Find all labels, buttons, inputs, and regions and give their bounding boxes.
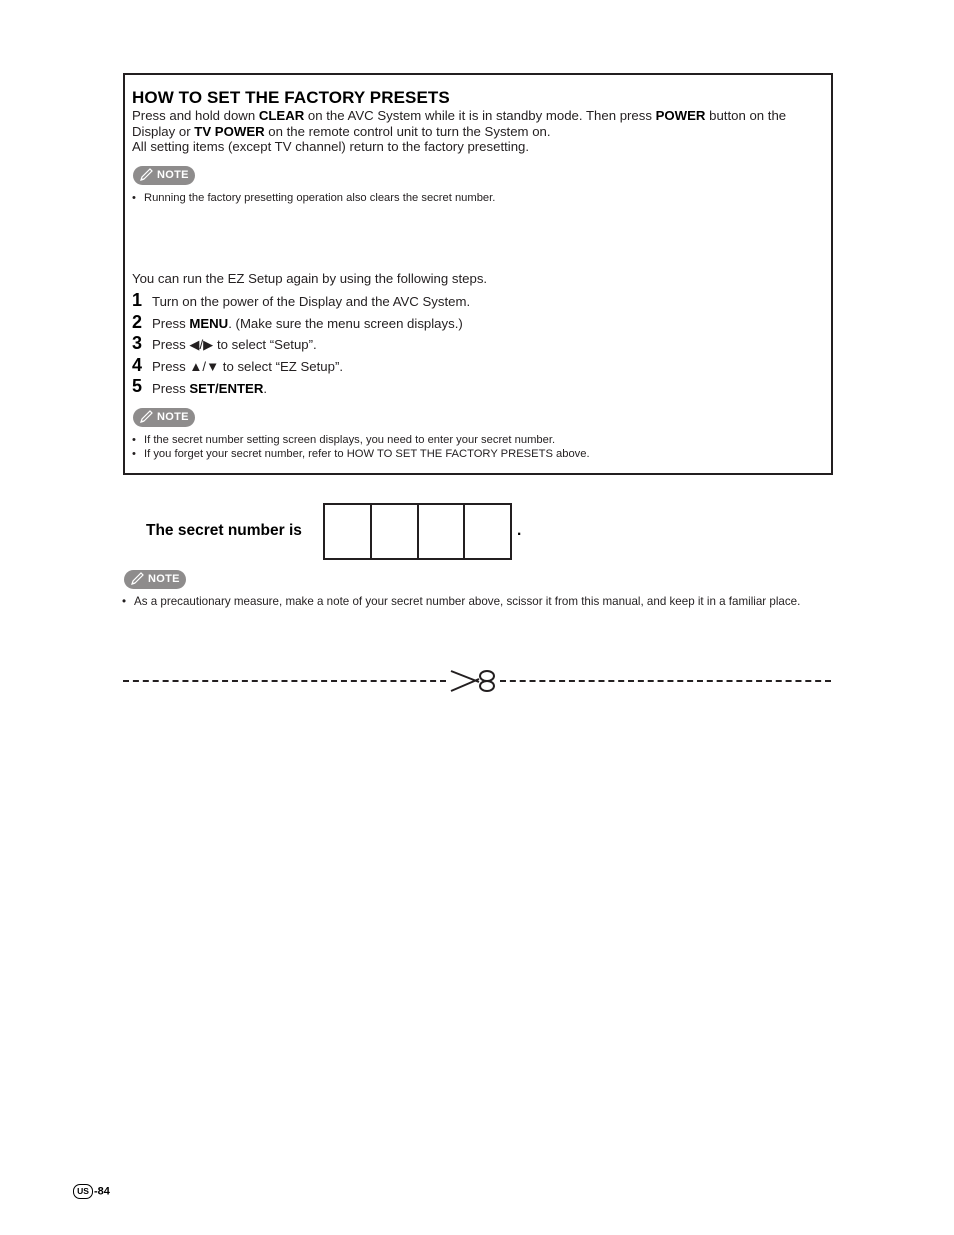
step-5-pre: Press <box>152 381 190 396</box>
note3-text: As a precautionary measure, make a note of your secret number above, scissor it from this manual, and keep it in a familiar place. <box>134 595 801 608</box>
step-number: 2 <box>132 312 143 332</box>
intro-text-1: Press and hold down <box>132 108 259 123</box>
set-enter-keyword: SET/ENTER <box>189 381 264 396</box>
step-number: 4 <box>132 355 143 375</box>
note2-item: • If the secret number setting screen displays, you need to enter your secret number. <box>132 434 556 446</box>
menu-keyword: MENU <box>189 316 229 331</box>
intro-text-2: on the AVC System while it is in standby mode. Then press <box>304 108 656 123</box>
secret-number-label: The secret number is <box>146 522 302 539</box>
intro-text-5: All setting items (except TV channel) return to the factory presetting. <box>132 139 530 154</box>
step-number: 1 <box>132 290 143 310</box>
intro-text-4: on the remote control unit to turn the System on. <box>264 123 551 139</box>
step-number: 3 <box>132 333 143 353</box>
cut-line-left <box>123 680 446 682</box>
step-2-pre: Press <box>152 316 190 331</box>
note2-item: • If you forget your secret number, refer to HOW TO SET THE FACTORY PRESETS above. <box>132 448 590 460</box>
note-label: NOTE <box>148 573 180 585</box>
step-5-post: . <box>263 381 268 396</box>
region-badge: US <box>73 1184 93 1199</box>
note-label: NOTE <box>157 411 189 423</box>
page-footer <box>73 1184 110 1199</box>
clear-keyword: CLEAR <box>258 108 305 123</box>
page-number: -84 <box>94 1185 110 1198</box>
secret-digit-cell <box>372 505 419 558</box>
tv-power-keyword: TV POWER <box>194 123 265 139</box>
cut-line-right <box>500 680 831 682</box>
note-badge <box>124 570 186 589</box>
note1-text: Running the factory presetting operation also clears the secret number. <box>144 192 496 204</box>
step-4-text: Press ▲/▼ to select “EZ Setup”. <box>152 359 344 374</box>
secret-digit-cell <box>325 505 372 558</box>
secret-period: . <box>517 522 522 539</box>
ez-intro: You can run the EZ Setup again by using the following steps. <box>132 271 488 286</box>
step-2-post: . (Make sure the menu screen displays.) <box>228 316 463 331</box>
note-label: NOTE <box>157 169 189 181</box>
note-badge <box>133 408 195 427</box>
power-keyword: POWER <box>655 108 706 123</box>
step-3-text: Press ◀/▶ to select “Setup”. <box>152 337 317 352</box>
secret-digit-cell <box>465 505 510 558</box>
section-title: HOW TO SET THE FACTORY PRESETS <box>132 88 450 107</box>
step-text <box>152 381 267 397</box>
note2-text-1: If the secret number setting screen displays, you need to enter your secret number. <box>144 434 556 446</box>
secret-number-grid <box>323 503 512 560</box>
note3-item: • As a precautionary measure, make a note of your secret number above, scissor it from this manual, and keep it in a familiar place. <box>122 595 801 608</box>
note-badge <box>133 166 195 185</box>
note1-item: • Running the factory presetting operation also clears the secret number. <box>132 192 496 204</box>
pencil-icon <box>130 572 146 589</box>
step-text <box>152 294 470 310</box>
step-text <box>152 359 343 375</box>
intro-paragraph <box>132 108 827 155</box>
pencil-icon <box>139 410 155 427</box>
factory-presets-box <box>123 73 833 475</box>
intro-text-3: button on the Display or <box>132 108 787 139</box>
note2-text-2: If you forget your secret number, refer to HOW TO SET THE FACTORY PRESETS above. <box>144 448 590 460</box>
scissors-icon <box>449 667 501 700</box>
secret-digit-cell <box>419 505 466 558</box>
step-number: 5 <box>132 376 143 396</box>
step-text <box>152 316 463 332</box>
step-text <box>152 337 317 353</box>
pencil-icon <box>139 168 155 185</box>
step-1-text: Turn on the power of the Display and the AVC System. <box>152 294 471 309</box>
